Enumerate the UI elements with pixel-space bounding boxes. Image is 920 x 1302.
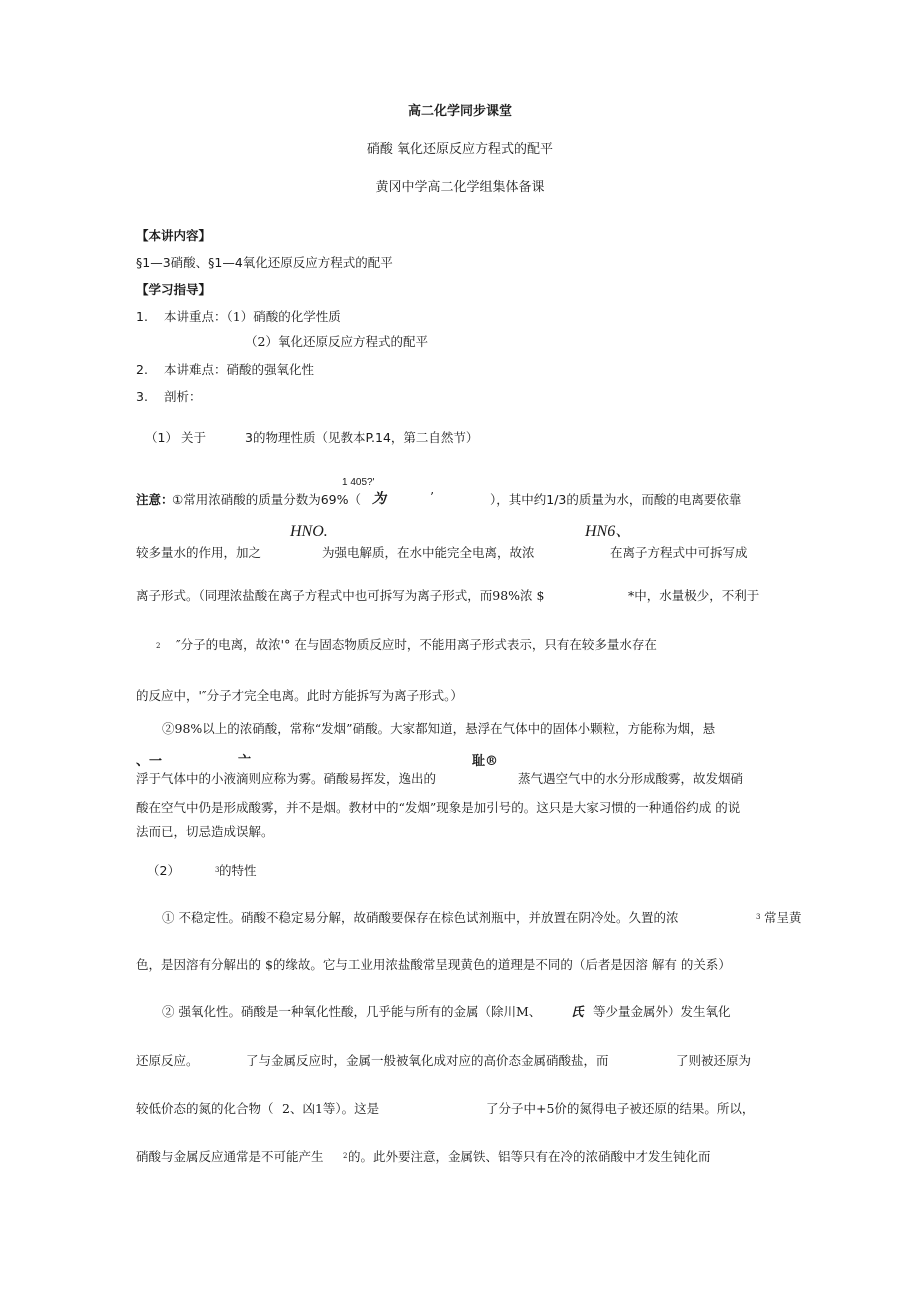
note-line1-wei: 为 (372, 491, 386, 507)
note-line2-b: 为强电解质，在水中能完全电离，故浓 (322, 545, 535, 560)
property2-line1-a: ② 强氧化性。硝酸是一种氧化性酸，几乎能与所有的金属（除川M、 (162, 1004, 542, 1019)
note2-line4: 法而已，切忌造成误解。 (136, 824, 274, 839)
property2-line1-b: 等少量金属外）发生氧化 (593, 1004, 731, 1019)
section-content-text: §1—3硝酸、§1—4氧化还原反应方程式的配平 (136, 255, 393, 270)
property2-line4-b: 的。此外要注意，金属铁、铝等只有在冷的浓硝酸中才发生钝化而 (348, 1149, 711, 1164)
part2-label: （2） (147, 863, 180, 878)
document-author-line: 黄冈中学高二化学组集体备课 (375, 180, 545, 195)
section-guide-heading: 【学习指导】 (136, 282, 212, 297)
property2-line4-a: 硝酸与金属反应通常是不可能产生 (136, 1149, 324, 1164)
note-line1-b: ），其中约1/3的质量为水，而酸的电离要依靠 (490, 492, 742, 507)
part1-text: 3的物理性质（见教本P.14，第二自然节） (245, 430, 479, 445)
property2-line2-a: 还原反应。 (136, 1053, 199, 1068)
note-line4: ″分子的电离，故浓'° 在与固态物质反应时，不能用离子形式表示，只有在较多量水存在 (176, 637, 657, 652)
guide-item-3-num: 3. (136, 389, 148, 404)
note-line3-b: *中，水量极少，不利于 (628, 588, 760, 603)
guide-item-2-num: 2. (136, 362, 148, 377)
property2-line4-sup: 2 (343, 1152, 348, 1160)
property1-line1-b: 常呈黄 (764, 910, 802, 925)
fraction-artifact: 1 405?' (342, 477, 375, 488)
document-title: 高二化学同步课堂 (407, 104, 512, 119)
guide-item-1-num: 1. (136, 309, 148, 324)
note2-line1: ②98%以上的浓硝酸，常称“发烟”硝酸。大家都知道，悬浮在气体中的固体小颗粒，方能称为烟，悬 (162, 721, 716, 736)
formula-hno3-a: HNO. (290, 523, 328, 540)
note2-line2-b: 蒸气遇空气中的水分形成酸雾，故发烟硝 (518, 771, 744, 786)
guide-item-1-text: 本讲重点：（1）硝酸的化学性质 (164, 309, 341, 324)
part2-sup: 3 (215, 866, 220, 874)
note2-line2-a: 浮于气体中的小液滴则应称为雾。硝酸易挥发，逸出的 (136, 771, 437, 786)
part2-text: 的特性 (219, 863, 257, 878)
part1-pre: 关于 (181, 430, 207, 445)
section-content-heading: 【本讲内容】 (136, 228, 212, 243)
document-subtitle: 硝酸 氧化还原反应方程式的配平 (366, 142, 554, 157)
property2-line2-b: 了与金属反应时，金属一般被氧化成对应的高价态金属硝酸盐，而 (246, 1053, 609, 1068)
property1-line2: 色，是因溶有分解出的 $的缘故。它与工业用浓盐酸常呈现黄色的道理是不同的（后者是因溶 解有 的关系） (136, 957, 731, 972)
note2-artifact-b: 亠 (238, 754, 252, 769)
note-label: 注意： (136, 492, 174, 507)
guide-item-2-text: 本讲难点：硝酸的强氧化性 (164, 362, 315, 377)
note-line1-a: ①常用浓硝酸的质量分数为69%（ (172, 492, 361, 507)
property2-line3-c: 了分子中+5价的氮得电子被还原的结果。所以， (486, 1101, 755, 1116)
property1-line1-sup: 3 (756, 913, 761, 921)
property2-line3-b: 2、凶1等）。这是 (282, 1101, 380, 1116)
note-line5: 的反应中，'″分子才完全电离。此时方能拆写为离子形式。） (136, 688, 463, 703)
property2-line1-it: 氏 (571, 1004, 584, 1019)
formula-hno3-b: HN6、 (585, 523, 632, 540)
note-line2-c: 在离子方程式中可拆写成 (610, 545, 748, 560)
note-line1-mark: ’ (430, 489, 434, 504)
note-line2-a: 较多量水的作用，加之 (136, 545, 262, 560)
note-line3-a: 离子形式。（同理浓盐酸在离子方程式中也可拆写为离子形式，而98%浓 $ (136, 588, 545, 603)
property1-line1-a: ① 不稳定性。硝酸不稳定易分解，故硝酸要保存在棕色试剂瓶中，并放置在阴冷处。久置的浓 (162, 910, 679, 925)
note2-artifact-a: 、一 (136, 754, 163, 769)
part1-label: （1） (145, 430, 178, 445)
note2-artifact-c: 耻® (472, 754, 499, 769)
note-line4-sup: 2 (156, 642, 161, 650)
guide-item-1b-text: （2）氧化还原反应方程式的配平 (245, 334, 428, 349)
property2-line2-c: 了则被还原为 (676, 1053, 752, 1068)
property2-line3-a: 较低价态的氮的化合物（ (136, 1101, 274, 1116)
note2-line3: 酸在空气中仍是形成酸雾，并不是烟。教材中的“发烟”现象是加引号的。这只是大家习惯的一种通俗约成 的说 (136, 800, 741, 815)
guide-item-3-text: 剖析： (164, 389, 202, 404)
